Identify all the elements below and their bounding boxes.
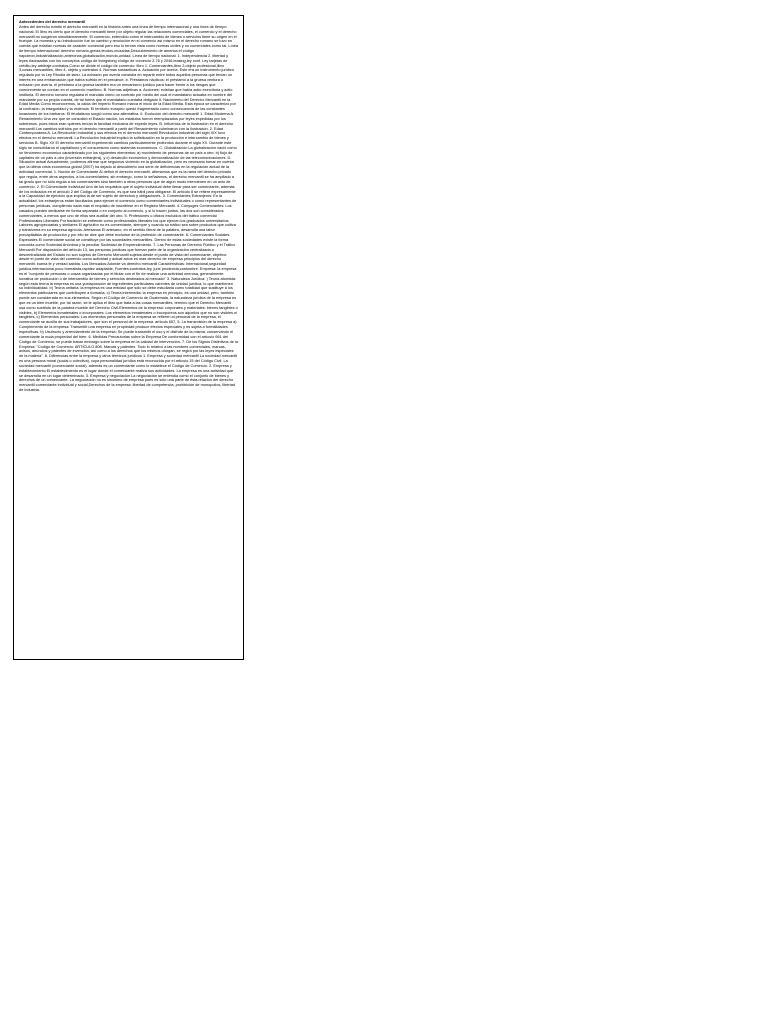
- document-body: Antes del derecho existió el derecho mercantil en la historia antes una línea de tiempo internacional y una línea de tiempo nacional: El libro es cierto que el derecho mercantil tiene por objeto regular las relaciones comerciales, el comercio y el derecho mercantil no surgieron simultáneamente. El comercio, entendido como el intercambio de bienes o servicios tiene su origen en el trueque. La moneda y su introducción fue un cambio y revolución en el comercio así mismo en el derecho romano se tuvo en cuenta que existían normas de carácter comercial pero eso lo tenían vista como normas civiles y no comerciales como tal. Línea de tiempo internacional: derecho romano,grecia,feudos,cruzadas,Descubrimiento de america,el código napoleon,Industrialización,anteronas,globalización,mundo,unidad. Línea de tiempo nacional: 1. Independencia 2. libertad y leyes rladosadas con los conceptos código de livingstong código de comercio 2-76 y 2046,leasing,ley conf. Ley tarjetas de crédito,ley arbitraje,contratos.Como se divide el código de comercio: libro 1. Comerciantes,libro 2,objeto profesional,libro 3,cosas mercantiles, libro 4, objeto y contratos 4. Normas sustantivas a. Actuación por avería. Este era un instrumento jurídico regulado por la Ley Rhodia de iactu. La echazón por avería consistía en repartir entre todos aquellos personas que tenían un interés en una embarcación que había sufrido en el percance. b. Préstamos náuticos: el préstamo a la gruesa ventura o echazón por avería, el préstamo a la gruesa también era un mecanismo jurídico para hacer frente a los riesgos que comúnmente se corrían en el comercio marítimo. B. Normas adjetivas a. Acciones: existían que había actio exercitoria y actio institoria. El derecho romano regulaba el mandato como un contrato por medio del cual el mandatario actuaba en nombre del mandante por su propia cuenta, de tal forma que el mandatario cuedaba obligado II. Nacimiento del Derecho Mercantil en la Edad Media Como reconocemos, la caída del Imperio Romano marca el inicio de la Edad Media. Esta época se caracterizó por la confusión, la inseguridad y la violencia. El territorio europeo quedó fragmentado como consecuencia de las constantes invasiones de los bárbaros. El feudalismo surgió como una alternativa. II. Evolución del derecho mercantil 1. Edad Moderna A. Renacimiento Una vez que se consolidó el Estado nación, los estatutos fueron reemplazados por leyes expedidas por los soberanos, pues éstos eran quienes tenían la facultad exclusiva de expedir leyes. B. Influencia de la Ilustración en el derecho mercantil Los cambios sufridos por el derecho mercantil a partir del Renacimiento culminaron con la Ilustración. 2. Edad Contemporánea A. La Revolución Industrial y sus efectos en el derecho mercantil Revolución Industrial del siglo XIX tuvo efectos en el derecho mercantil. La Revolución Industrial implicó la sofisticación en la producción e intercambio de bienes y servicios B. Siglo XX El derecho mercantil experimentó cambios particularmente profundos durante el siglo XX. Durante este siglo se consolidaron el capitalismo y el consumismo como sistemas económicos. C. Globalización La globalización nació como un fenómeno económico caracterizado por los siguientes elementos: a) movimiento de personas de un país a otro; b) flujo de capitales de un país a otro (inversión extranjera), y c) desarrollo económico y democratización de las telecomunicaciones. D. Situación actual Actualmente, podemos afirmar que seguimos viviendo en la globalización, pero es necesario tomar en cuenta que la última crisis económica global (2007) ha dejado al descubierto una serie de deficiencias en la regulación actual de la actividad comercial. 1. Noción de Comerciante Al definir el derecho mercantil, afirmamos que es la rama del derecho privado que regula, entre otros aspectos, a los comerciantes; sin embargo, como lo señalamos, el derecho mercantil se ha ampliado a tal grado que no sólo regula a los comerciantes sino también a otras personas que de algún modo intervienen en un acto de comercio. 2. El Comerciante Individual Uno de los requisitos que el sujeto individual debe llenar para ser comerciante, además de los indicados en el artículo 2 del Código de Comercio, es que sea hábil para obligarse. El artículo 8 se refiere expresamente a la Capacidad de ejercicio que implica la de ser sujeto de derechos y obligaciones. 3. Comerciantes Extranjeros: En la actualidad, los extranjeros están facultados para ejercer el comercio como comerciantes individuales o como representantes de personas jurídicas, cumpliendo nada más el requisito de inscribirse en el Registro Mercantil. 4. Cónyuges Comerciantes: Los casados pueden dedicarse en forma separada o en conjunto al comercio, y si lo hacen juntos, las dos son considerados comerciantes, a menos que uno de ellos sea auxiliar del otro. 5. Profesiones u oficios excluidos del tráfico comercial Profesionales Liberales Por tradición se entiende como profesionales liberales los que ejercen los graduados universitarios. Labores agropecuarias y similares El agricultor no es comerciante, siempre y cuando su tráfico sea sobre productos que cultiva y transforma en su empresa agrícola. Artesanos El artesano, en el sentido literal de la palabra, desarrolla una labor precapitalista de producción y por ello se dice que debe excluirse de la profesión de comerciante. 6. Comerciantes Sociales Especiales El comerciante social se constituye por las sociedades mercantiles. Dentro de estas sociedades existe la forma conocida como Sociedad Anónima y la peculiar Sociedad de Emprendimiento. 7. Las Personas de Derecho Público y el Tráfico Mercantil Por disposición del artículo 13, las personas jurídicas que forman parte de la organización centralizada o descentralizada del Estado no son sujetos de Derecho Mercantil sujetos:desde el punto de vista del comerciante, objetivo: desde el punto de vista del comercio como actividad y actual actos en mas derecho de empresa principios del derecho mercantil: buena fe y verdad sabida. Los Mercados:Adonde va derecho mercantil Características: Internacional,seguridad juridica,internacional,poco formalista,rapidez adaptable, Fuentes:contratos,ley, juris´prudencia,costumbre. Empresa: la empresa es el "conjunto de personas o cosas organizadas por el titular con el fin de realizar una actividad onerosa, generalmente lucrativa de producción o de intercambio de bienes y servicios destinados al mercado" 3. Naturaleza Jurídica: ) Teoría atomista: según esta teoría la empresa es una yuxtaposición de ingredientes particulares carentes de unidad jurídica, lo que mantienen su individualidad. b) Teoría unitaria: la empresa es una entidad que sólo se debe estudiarla como totalidad que sustituye a los elementos particulares que contribuyen a formarla. c) Teoría intermedia: la empresa en principio, es una unidad, pero, también puede ser considerada en sus elementos. Según el Código de Comercio de Guatemala, la naturaleza jurídica de la empresa es que es un bien mueble, por tal razón, se le aplica el libro que trata a las cosas mercantiles, término que el Derecho Mercantil usa como sustituto de la palabra mueble del Derecho Civil.Elementos de la empresa: corporales y materiales: bienes tangibles o visibles, b) Elementos inmateriales o incorporales: Los elementos inmateriales o incorpóreos son aquellos que no son visibles ni tangibles, c) Elementos personales: Los elementos personales de la empresa se refieren al personal de la empresa, el comerciante se auxilia de sus trabajadores, que son el personal de la empresa. artículo 657, 5. La transmisión de la empresa a) Complemento de la empresa: Transmitir una empresa en propiedad produce efectos especiales y es sujeta a formalidades específicas. b) Usufructo y arrendamiento de la empresa: Se puede transmitir el uso y el disfrute de la misma, conservando el comerciante la nuda propiedad del bien. 6. Medidas Precautorias sobre la Empresa De conformidad con el artículo 661 del Código de Comercio, se puede trabar embargo sobre la empresa en la calidad de intervención. 7. De los Signos Distintivos de la Empresa: "Código de Comercio: ARTÍCULO 808. Marcas y patentes. Todo lo relativo a las nombres comerciales, marcas, avisos, anuncios y patentes de invención, así como a los derechos que los mismos otorgan, se regirá por las leyes especiales de la materia". 8. Diferencias entre la empresa y otros términos jurídicos 1. Empresa y sociedad mercantil La sociedad mercantil es una persona moral (social o colectiva), cuya personalidad jurídica está reconocida por el artículo 15 del Código Civil. La sociedad mercantil (comerciante social), además es un comerciante como lo establece el Código de Comercio. 2. Empresa y establecimiento El establecimiento es el lugar donde el comerciante realiza sus actividades. La empresa es una actividad que se desarrolla en un lugar determinado. 3. Empresa y negociación La negociación se entendía como el conjunto de bienes y derechos de un comerciante. La negociación no es sinónimo de empresa pues es sólo una parte de ésta.relacion del derecho mercantil comerciante individual y social,Derechos de la empresa: libertad de competencia, prohibición de monopolios, libertad de industria.: [19, 24, 238, 393]
- document-title: Antecedentes del derecho mercantil: [19, 20, 86, 24]
- document-page: [13, 15, 244, 660]
- document-text: [19, 20, 238, 655]
